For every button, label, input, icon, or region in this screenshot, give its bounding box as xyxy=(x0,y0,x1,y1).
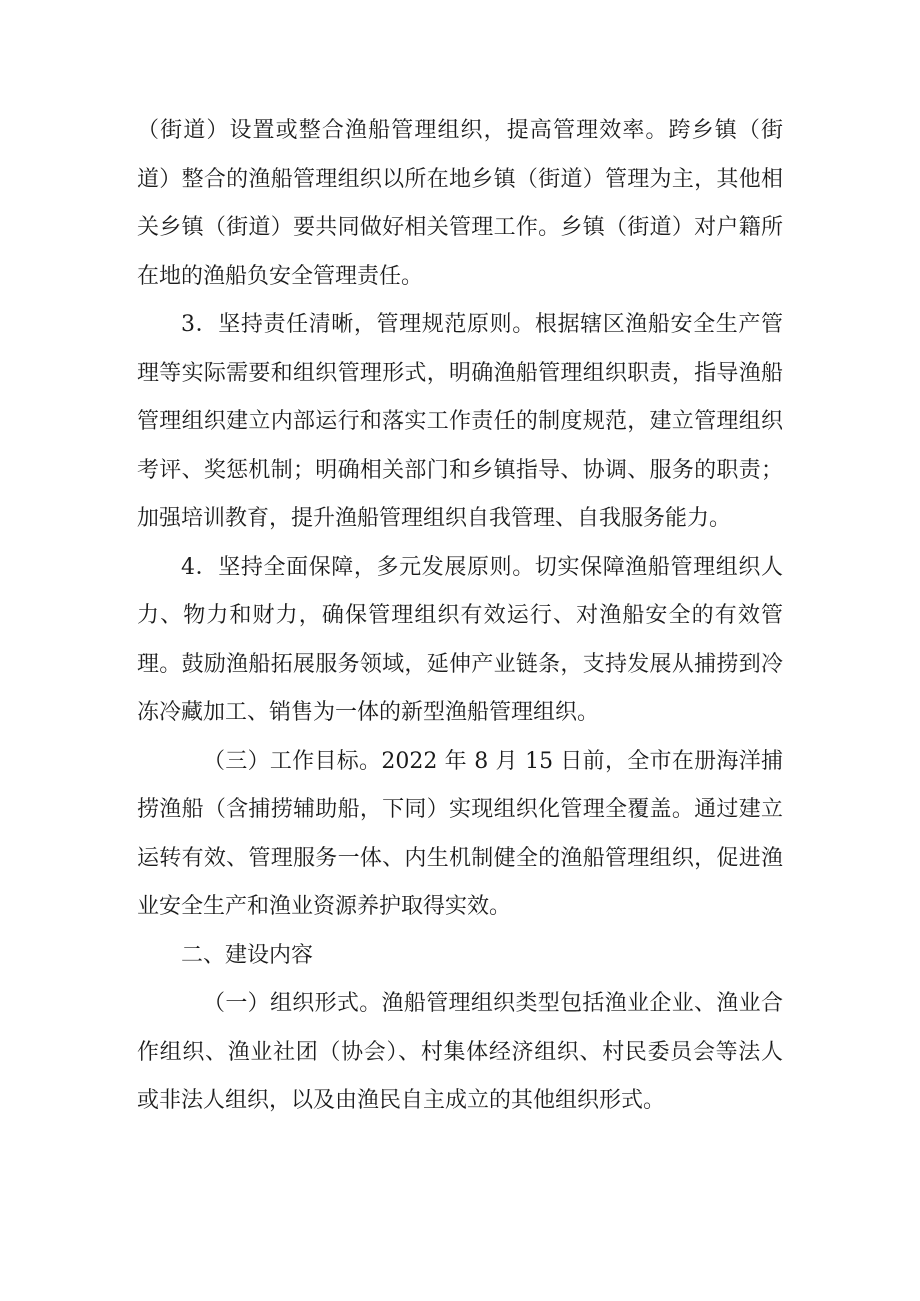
paragraph-principle-3: 3．坚持责任清晰，管理规范原则。根据辖区渔船安全生产管理等实际需要和组织管理形式，明确渔船管理组织职责，指导渔船管理组织建立内部运行和落实工作责任的制度规范，建立管理组织考评、奖惩机制；明确相关部门和乡镇指导、协调、服务的职责；加强培训教育，提升渔船管理组织自我管理、自我服务能力。 xyxy=(137,312,783,531)
paragraph-continued: （街道）设置或整合渔船管理组织，提高管理效率。跨乡镇（街道）整合的渔船管理组织以所在地乡镇（街道）管理为主，其他相关乡镇（街道）要共同做好相关管理工作。乡镇（街道）对户籍所在地的渔船负安全管理责任。 xyxy=(137,118,783,289)
document-page xyxy=(137,107,783,1126)
section-heading-construction-content: 二、建设内容 xyxy=(181,942,314,968)
paragraph-principle-4: 4．坚持全面保障，多元发展原则。切实保障渔船管理组织人力、物力和财力，确保管理组织有效运行、对渔船安全的有效管理。鼓励渔船拓展服务领域，延伸产业链条，支持发展从捕捞到冷冻冷藏加工、销售为一体的新型渔船管理组织。 xyxy=(137,554,783,725)
paragraph-organization-form: （一）组织形式。渔船管理组织类型包括渔业企业、渔业合作组织、渔业社团（协会）、村集体经济组织、村民委员会等法人或非法人组织，以及由渔民自主成立的其他组织形式。 xyxy=(137,991,783,1113)
paragraph-work-goals: （三）工作目标。2022 年 8 月 15 日前，全市在册海洋捕捞渔船（含捕捞辅助船，下同）实现组织化管理全覆盖。通过建立运转有效、管理服务一体、内生机制健全的渔船管理组织，促进渔业安全生产和渔业资源养护取得实效。 xyxy=(137,748,783,919)
